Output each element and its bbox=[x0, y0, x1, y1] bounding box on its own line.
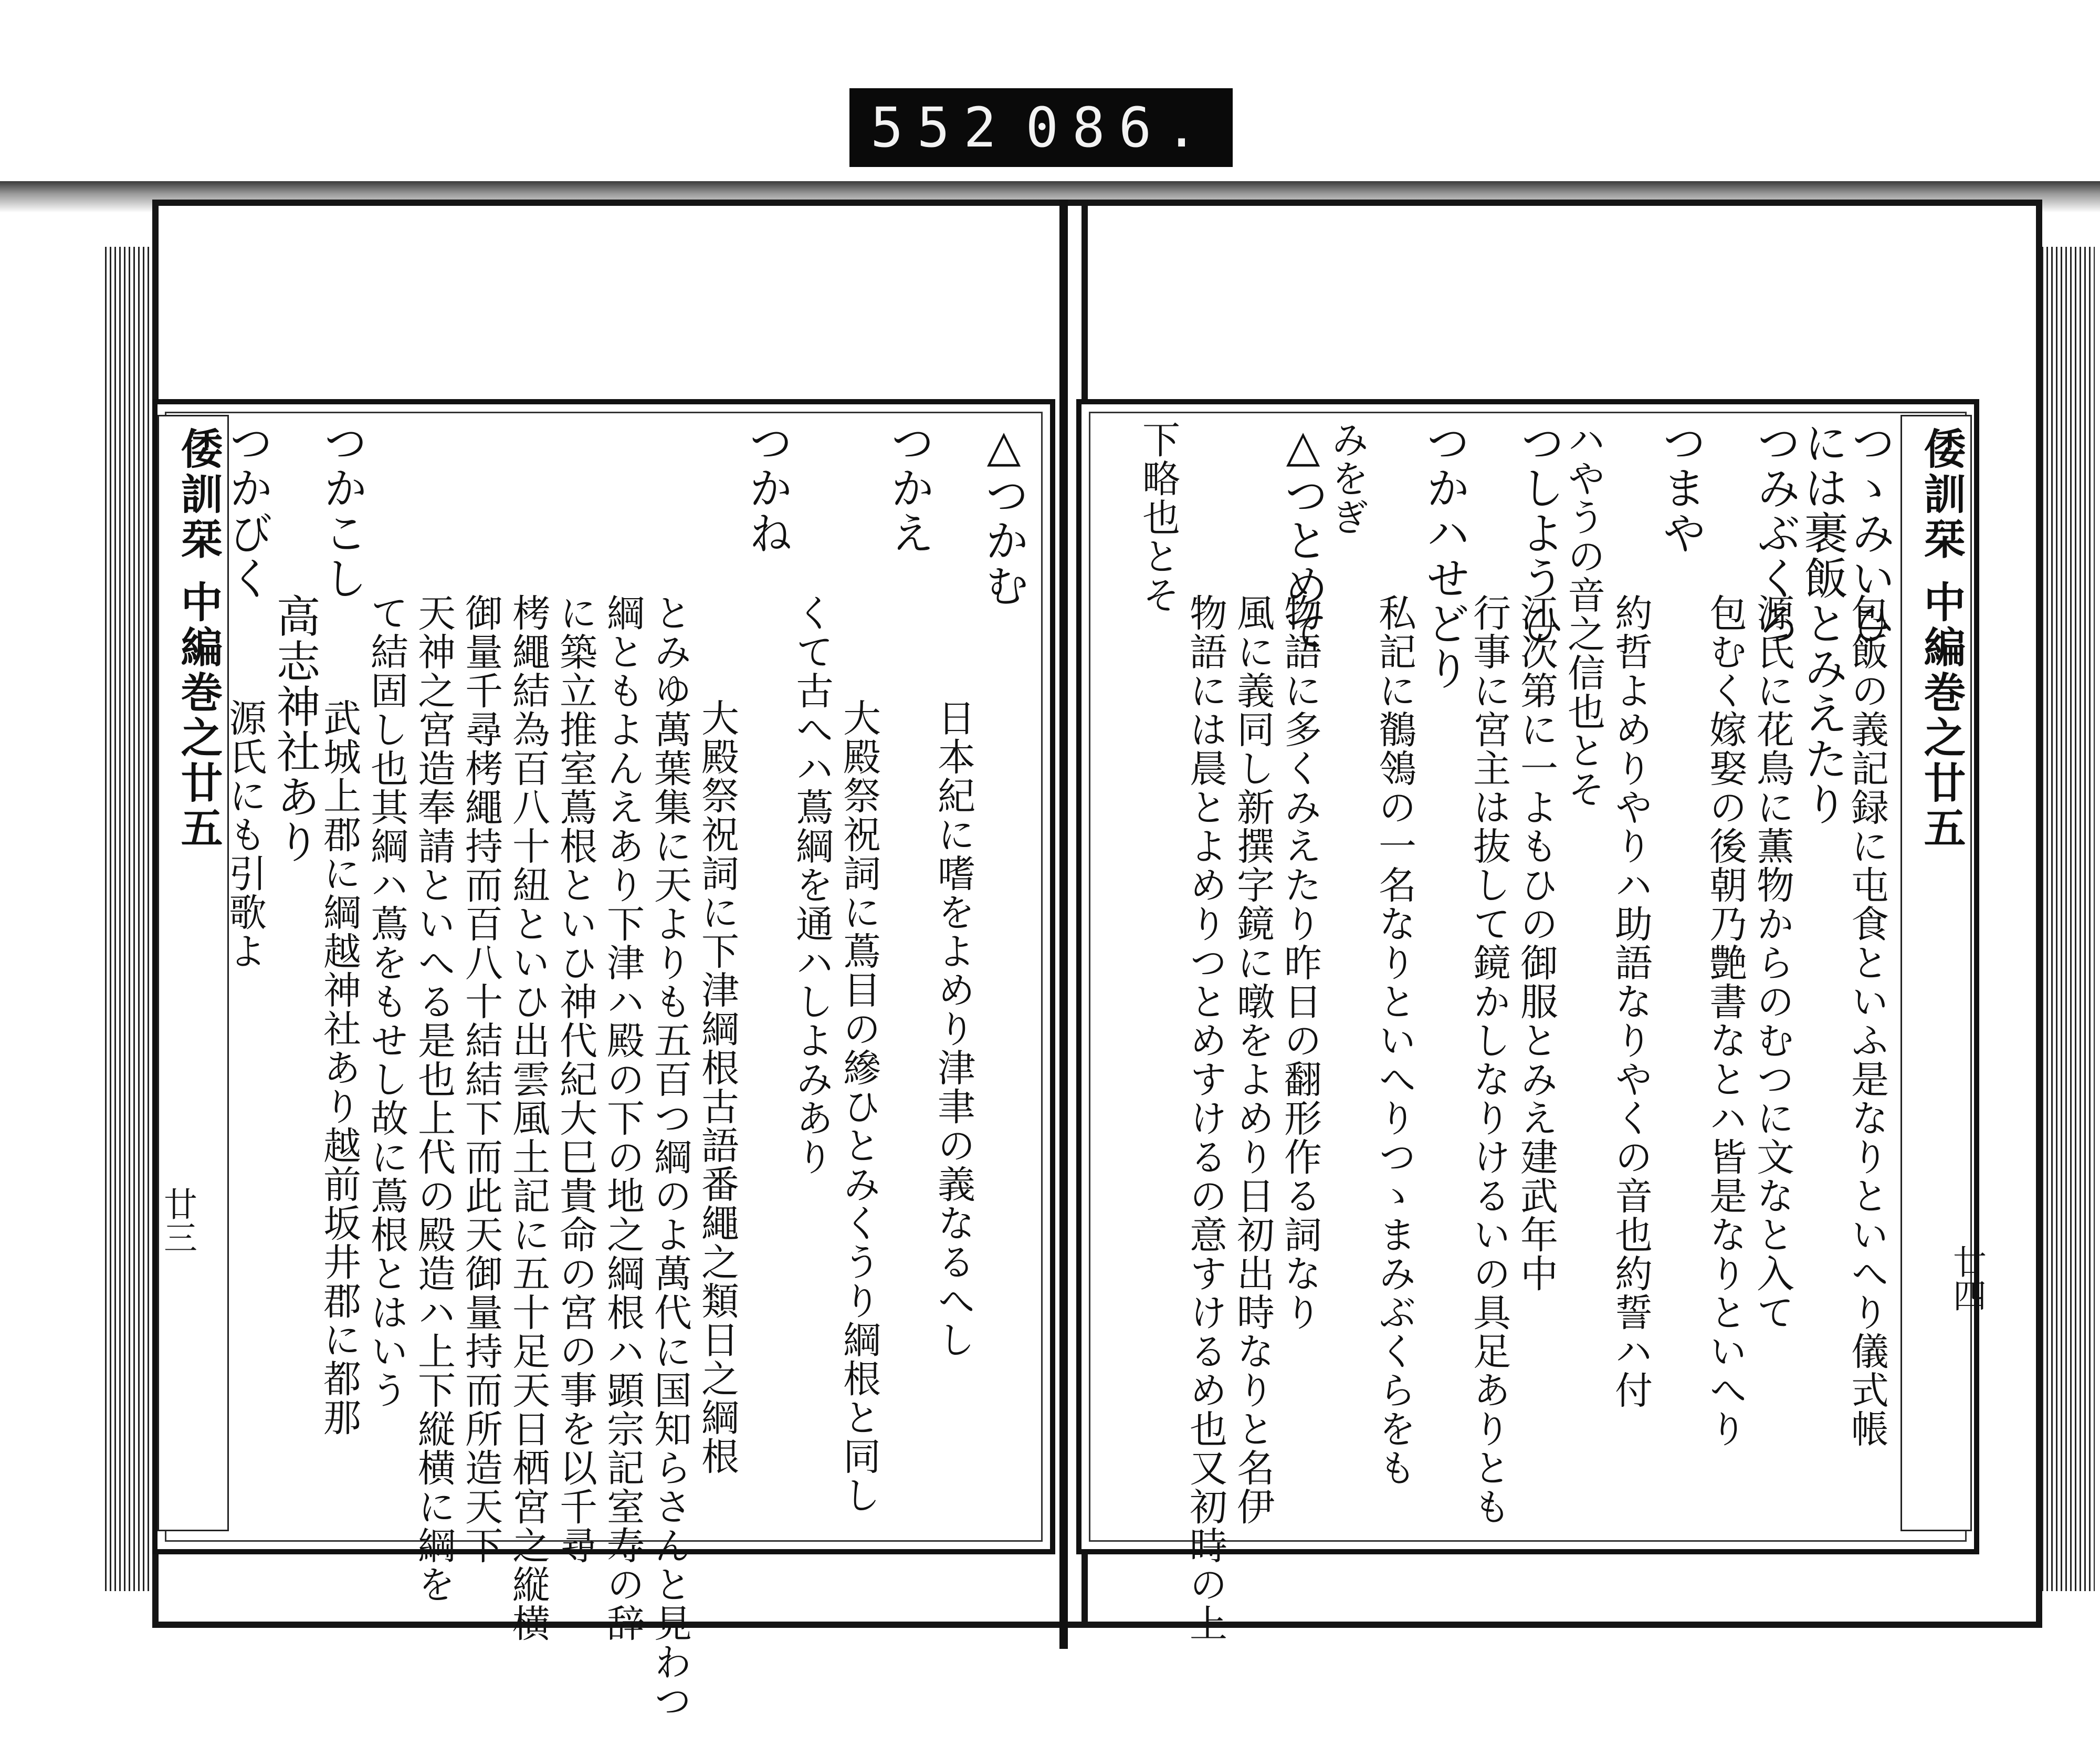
right-col-12: 行事に宮主は抜して鏡かしなりけるいの具足ありとも bbox=[1467, 593, 1511, 1526]
right-col-8: 約哲よめりやりハ助語なりやくの音也約誓ハ付 bbox=[1609, 593, 1653, 1409]
left-col-3: つかえ bbox=[884, 420, 935, 556]
right-col-5: 源氏に花鳥に薫物からのむつに文なと入て bbox=[1750, 593, 1794, 1332]
left-col-1: △つかむ bbox=[978, 420, 1030, 608]
right-col-10: つしようひ bbox=[1514, 420, 1565, 646]
left-col-6: つかね bbox=[742, 420, 793, 556]
left-col-16: 武城上郡に綱越神社あり越前坂井郡に都那 bbox=[317, 698, 361, 1437]
left-col-11: 栲繩結為百八十紐といひ出雲風土記に五十足天日栖宮之縦横 bbox=[506, 593, 550, 1643]
right-col-3: には裹飯とみえたり bbox=[1797, 420, 1849, 827]
left-col-19: 源氏にも引歌よ bbox=[223, 698, 267, 970]
page-edges-right bbox=[2037, 247, 2095, 1591]
right-title-strip bbox=[1900, 415, 1972, 1531]
right-folio: 廿四 bbox=[1947, 1245, 1986, 1312]
left-col-14: て結固し也其綱ハ蔦をもせし故に蔦根とはいう bbox=[364, 593, 408, 1409]
right-col-7: つまや bbox=[1655, 420, 1707, 556]
left-col-10: に築立推室蔦根といひ神代紀大巳貴命の宮の事を以千尋 bbox=[553, 593, 597, 1565]
right-col-13: つかハせどり bbox=[1419, 420, 1471, 691]
left-col-9: 綱ともよんえあり下津ハ殿の下の地之綱根ハ顕宗記室寿の辞 bbox=[601, 593, 645, 1643]
left-folio: 廿三 bbox=[158, 1187, 197, 1254]
right-col-2: 包飯の義記録に屯食といふ是なりといへり儀式帳 bbox=[1845, 593, 1889, 1448]
archive-label bbox=[849, 88, 1233, 167]
left-col-2: 日本紀に嗜をよめり津聿の義なるへし bbox=[931, 698, 975, 1359]
right-col-17: 物語に多くみえたり昨日の翻形作る詞なり bbox=[1278, 593, 1322, 1332]
right-col-4: つみぶくろ bbox=[1750, 420, 1801, 646]
left-title-strip bbox=[158, 415, 229, 1531]
right-col-14: 私記に鶺鴒の一名なりといへりつゝまみぶくらをも bbox=[1372, 593, 1416, 1487]
right-col-16: △つとめて bbox=[1277, 420, 1329, 653]
right-col-19: 物語には晨とよめりつとめすけるの意すけるめ也又初時の上 bbox=[1183, 593, 1227, 1643]
left-page-title: 倭訓栞 中編巻之廿五 bbox=[174, 427, 223, 851]
left-col-15: つかこし bbox=[317, 420, 368, 601]
spine bbox=[1059, 200, 1068, 1649]
right-col-11: 江次第に一よもひの御服とみえ建武年中 bbox=[1514, 593, 1558, 1293]
right-col-15: みをぎ bbox=[1325, 420, 1369, 537]
left-col-4: 大殿祭祝詞に蔦目の縿ひとみくうり綱根と同し bbox=[837, 698, 881, 1514]
left-col-18: つかびく bbox=[222, 420, 274, 601]
right-col-18: 風に義同し新撰字鏡に暾をよめり日初出時なりと名伊 bbox=[1231, 593, 1275, 1526]
left-col-7: 大殿祭祝詞に下津綱根古語番繩之類日之綱根 bbox=[695, 698, 739, 1476]
left-col-5: くて古へハ蔦綱を通ハしよみあり bbox=[790, 593, 834, 1176]
left-col-12: 御量千尋栲繩持而百八十結結下而此天御量持而所造天下 bbox=[459, 593, 503, 1565]
right-col-1: つゝみいひ bbox=[1844, 420, 1896, 646]
right-col-20: 下略也とそ bbox=[1136, 420, 1180, 614]
right-page-title: 倭訓栞 中編巻之廿五 bbox=[1917, 427, 1966, 851]
left-col-8: とみゆ萬葉集に天よりも五百つ綱のよ萬代に国知らさんと見わつ bbox=[648, 593, 692, 1720]
right-col-9: ハやうの音之信也とそ bbox=[1561, 420, 1605, 809]
left-col-17: 高志神社あり bbox=[269, 593, 321, 864]
left-col-13: 天神之宮造奉請といへる是也上代の殿造ハ上下縦横に綱を bbox=[412, 593, 456, 1604]
archive-label-left: 552 bbox=[870, 96, 1010, 160]
archive-label-right: 086. bbox=[1025, 96, 1212, 160]
right-col-6: 包むく嫁娶の後朝乃艶書なとハ皆是なりといへり bbox=[1703, 593, 1747, 1448]
